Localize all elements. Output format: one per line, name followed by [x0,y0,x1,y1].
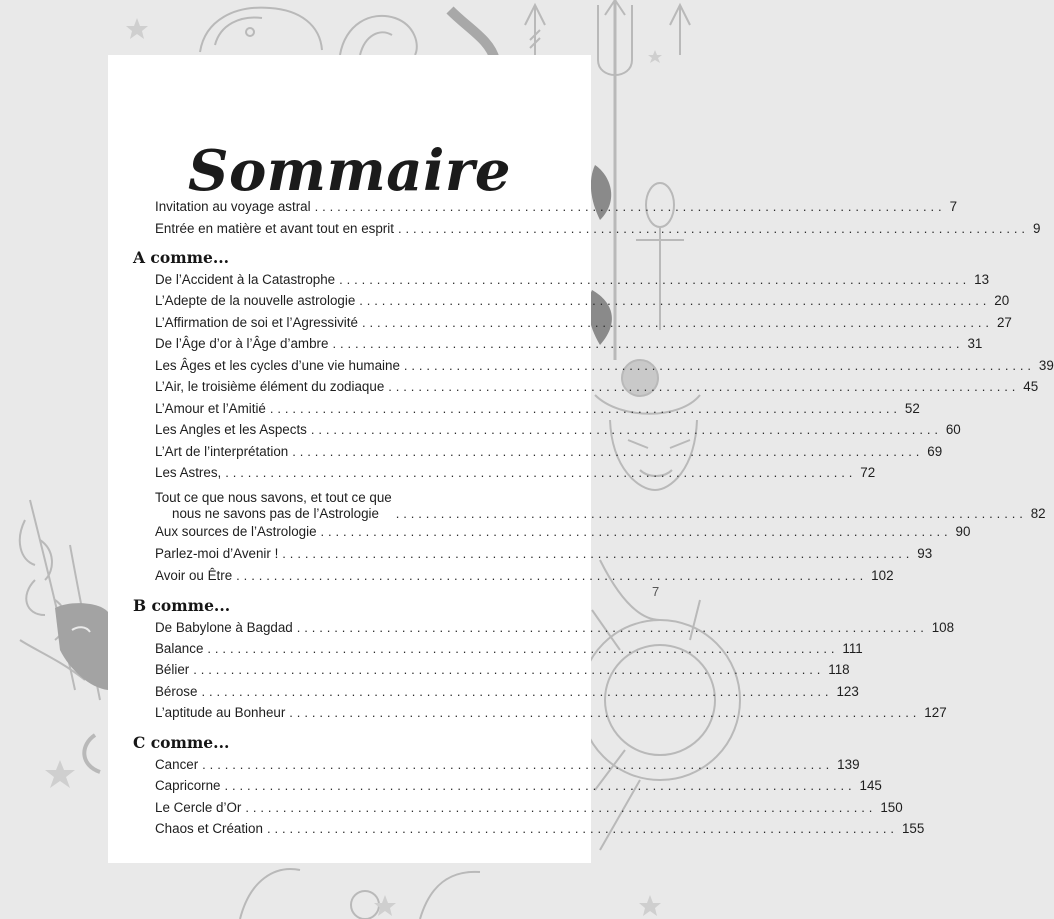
toc-entry-page: 60 [945,422,961,437]
toc-panel [108,55,1054,863]
dot-leader: .................................................................................... [314,199,946,214]
toc-entry-label: Bélier [155,662,190,677]
toc-entry-label: De l’Âge d’or à l’Âge d’ambre [155,336,329,351]
toc-entry-page: 45 [1023,379,1039,394]
toc-entry-page: 82 [1030,506,1046,521]
toc-entry-page: 123 [836,684,859,699]
dot-leader: .................................................................................... [320,524,952,539]
toc-entry[interactable] [155,442,943,460]
toc-entry-page: 13 [974,272,990,287]
toc-entry-label: Invitation au voyage astral [155,199,311,214]
dot-leader: .................................................................................... [361,315,993,330]
toc-entry-page: 108 [931,620,955,635]
toc-entry[interactable] [155,522,971,540]
toc-entry-page: 7 [949,199,958,214]
toc-entry-label: L’Adepte de la nouvelle astrologie [155,293,356,308]
toc-entry-page: 72 [860,465,876,480]
toc-entry-label: Les Astres, [155,465,222,480]
lion-icon [200,8,322,52]
toc-entry-page: 52 [904,401,920,416]
toc-entry[interactable] [155,819,925,837]
dot-leader: .................................................................................... [201,684,833,699]
toc-entry[interactable] [155,544,933,562]
toc-entry-label-line1: Tout ce que nous savons, et tout ce que [155,490,392,505]
toc-entry-label: Les Âges et les cycles d’une vie humaine [155,358,400,373]
toc-entry-page: 145 [859,778,882,793]
laurel-icon [240,869,480,919]
section-heading-c: C comme... [133,733,230,752]
toc-entry[interactable] [155,420,961,438]
dot-leader: .................................................................................... [296,620,928,635]
toc-entry[interactable] [155,618,955,636]
toc-entry[interactable] [155,377,1039,395]
toc-entry-label: L’Affirmation de soi et l’Agressivité [155,315,358,330]
toc-entry-label: Parlez-moi d’Avenir ! [155,546,279,561]
toc-entry-page: 150 [880,800,903,815]
toc-entry-label: L’Amour et l’Amitié [155,401,266,416]
toc-entry[interactable] [155,313,1012,331]
toc-entry-page: 155 [901,821,925,836]
toc-entry[interactable] [155,776,882,794]
toc-entry[interactable] [155,755,860,773]
toc-entry-label-line2: nous ne savons pas de l’Astrologie [172,506,379,521]
dot-leader: .................................................................................... [282,546,914,561]
toc-entry[interactable] [155,639,863,657]
toc-entry-label: L’aptitude au Bonheur [155,705,286,720]
toc-entry[interactable] [155,219,1041,237]
toc-entry[interactable] [155,463,876,481]
toc-entry[interactable] [155,270,990,288]
toc-entry[interactable] [155,356,1054,374]
toc-entry-label: L’Air, le troisième élément du zodiaque [155,379,385,394]
dot-leader: .................................................................................... [403,358,1035,373]
toc-entry-page: 127 [924,705,947,720]
dot-leader: .................................................................................... [397,221,1029,236]
toc-entry-label: Entrée en matière et avant tout en esprit [155,221,394,236]
dot-leader: .................................................................................... [388,379,1020,394]
dot-leader: .................................................................................... [359,293,991,308]
dot-leader: .................................................................................... [269,401,901,416]
dot-leader: .................................................................................... [245,800,877,815]
toc-entry-page: 90 [955,524,971,539]
dot-leader: .................................................................................... [202,757,834,772]
toc-entry-page: 111 [842,641,863,656]
toc-entry-page: 20 [994,293,1010,308]
dot-leader: .................................................................................... [332,336,964,351]
dot-leader: .................................................................................... [289,705,921,720]
dot-leader: .................................................................................... [339,272,971,287]
toc-entry[interactable] [155,334,983,352]
dot-leader: .................................................................................... [236,568,868,583]
toc-entry[interactable] [155,399,920,417]
toc-entry-label: Avoir ou Être [155,568,233,583]
toc-entry-label: Le Cercle d’Or [155,800,242,815]
section-heading-a: A comme... [133,248,230,267]
toc-entry[interactable] [155,660,850,678]
toc-entry-page: 39 [1038,358,1054,373]
toc-entry-page: 118 [828,662,850,677]
toc-entry-label: Chaos et Création [155,821,263,836]
toc-entry-page: 69 [927,444,943,459]
dot-leader: .................................................................................... [266,821,898,836]
toc-entry-page: 9 [1032,221,1041,236]
toc-entry-label: Capricorne [155,778,221,793]
toc-entry-label: Cancer [155,757,199,772]
toc-entry[interactable] [155,566,894,584]
section-heading-b: B comme... [133,596,231,615]
toc-entry[interactable] [155,291,1010,309]
toc-entry-label: L’Art de l’interprétation [155,444,289,459]
toc-entry[interactable] [155,486,1046,522]
dot-leader: .................................................................................... [225,465,857,480]
toc-entry-page: 139 [837,757,860,772]
toc-entry-label: Bérose [155,684,198,699]
toc-entry-label: De Babylone à Bagdad [155,620,293,635]
toc-entry-page: 31 [967,336,983,351]
toc-entry-label: Aux sources de l’Astrologie [155,524,317,539]
toc-entry-label: De l’Accident à la Catastrophe [155,272,336,287]
page-title: Sommaire [188,138,511,204]
lotus-icon [340,16,417,55]
mask-icon [55,603,108,690]
toc-entry-label [155,490,392,522]
dot-leader: .................................................................................... [224,778,856,793]
toc-entry-page: 27 [996,315,1012,330]
dot-leader: .................................................................................... [193,662,825,677]
crescent-moon-icon [450,10,495,60]
toc-entry[interactable] [155,197,958,215]
toc-entry[interactable] [155,798,903,816]
dot-leader: .................................................................................... [395,506,1027,521]
folio-page-number: 7 [652,584,660,599]
toc-entry-label: Balance [155,641,204,656]
dot-leader: .................................................................................... [207,641,839,656]
toc-entry[interactable] [155,703,947,721]
toc-entry-label: Les Angles et les Aspects [155,422,307,437]
dot-leader: .................................................................................... [292,444,924,459]
toc-entry-page: 93 [917,546,933,561]
toc-entry[interactable] [155,682,859,700]
toc-entry-page: 102 [871,568,894,583]
dot-leader: .................................................................................... [310,422,942,437]
